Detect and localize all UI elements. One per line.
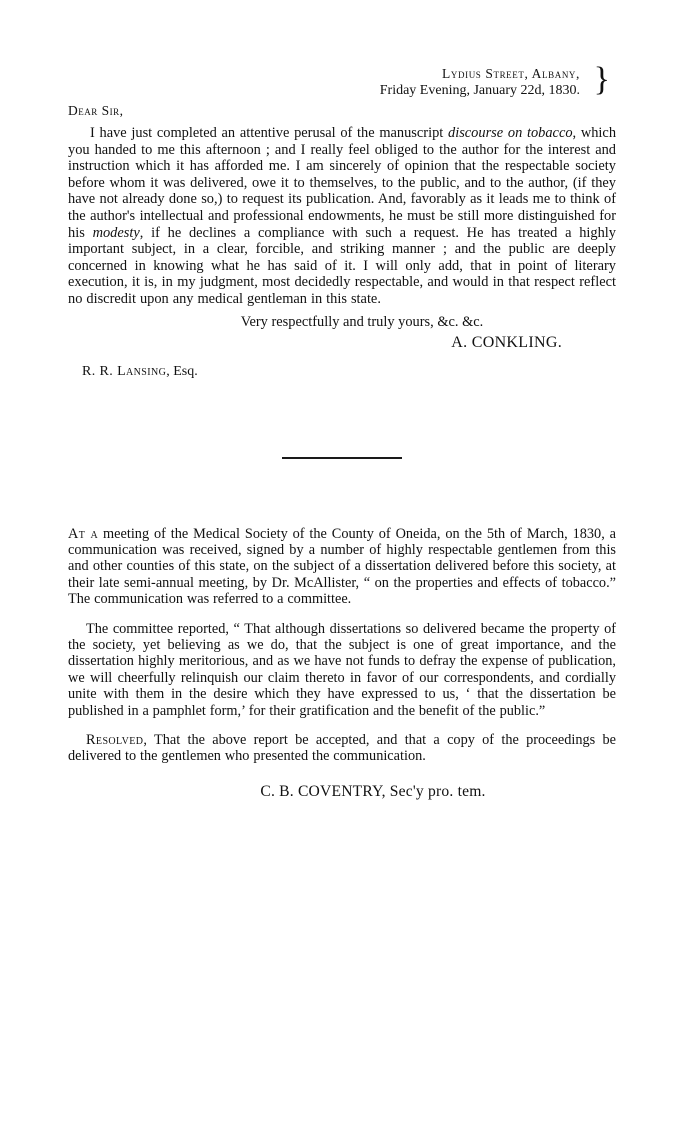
letter-salutation: Dear Sir, [68,103,124,118]
letter-par-italic-2: modesty [92,224,140,241]
brace-glyph: } [593,61,610,98]
letter-heading [68,61,616,99]
proceedings-section [68,526,616,801]
letter-par-italic-1: discourse on tobacco [448,125,573,141]
proceedings-par3-opening: Resolved [86,732,144,748]
letter-par-text-3: , if he declines a compliance with such a request. He has treated a highly important subject, in a clear, forcible, and striking manner ; and the public are deeply concerned in knowing what he has said of it. I will only add, that in point of literary execution, it is, in my judgment, most decidedly respectable, and would in that respect reflect no discredit upon any medical gentleman in this state. [68,224,616,307]
letter-place-line: Lydius Street, Albany, [442,66,580,81]
secretary-signature: C. B. COVENTRY, Sec'y pro. tem. [260,782,486,800]
addressee-suffix: , Esq. [166,363,198,379]
letter-par-text-1: I have just completed an attentive perusal of the manuscript [90,125,448,141]
letter-date-line: Friday Evening, January 22d, 1830. [379,83,580,98]
letter-closing: Very respectfully and truly yours, &c. &c. [240,313,484,330]
proceedings-paragraph-1 [68,526,616,608]
proceedings-par1-opening: At a [68,525,99,542]
page-content [68,61,617,801]
section-divider [282,457,402,459]
proceedings-paragraph-3 [68,732,616,765]
addressee-name: R. R. Lansing [82,363,167,379]
letter-par-text-2: , which you handed to me this afternoon ; and I really feel obliged to the author for the interest and instruction which it has afforded me. I am sincerely of opinion that the respectable society before whom it was delivered, owe it to themselves, to the public, and to the author, (if they have not already done so,) to request its publication. And, favorably as it leads me to think of the author's intellectual and professional endowments, he must be still more distinguished for his [68,125,617,241]
letter-paragraph [68,125,616,308]
letter-addressee [68,364,616,380]
proceedings-par3-text: , That the above report be accepted, and that a copy of the proceedings be delivered to the gentlemen who presented the communication. [68,732,616,765]
letter-signature: A. CONKLING. [451,333,562,351]
section-divider-wrap [68,446,616,464]
proceedings-paragraph-2: The committee reported, “ That although dissertations so delivered became the property of the society, yet believing as we do, that the subject is one of great importance, and the dissertation highly meritorious, and as we have not funds to defray the expense of publication, we will cheerfully relinquish our claim thereto in favor of our correspondents, and cordially unite with them in the desire which they have expressed to us, ‘ that the dissertation be published in a pamphlet form,’ for their gratification and the benefit of the public.” [68,620,616,719]
proceedings-par1-text: meeting of the Medical Society of the County of Oneida, on the 5th of March, 1830, a communication was received, signed by a number of highly respectable gentlemen from this and other counties of this state, on the subject of a dissertation delivered before this society, at their late semi-annual meeting, by Dr. McAllister, “ on the properties and effects of tobacco.” The communication was referred to a committee. [68,525,616,608]
